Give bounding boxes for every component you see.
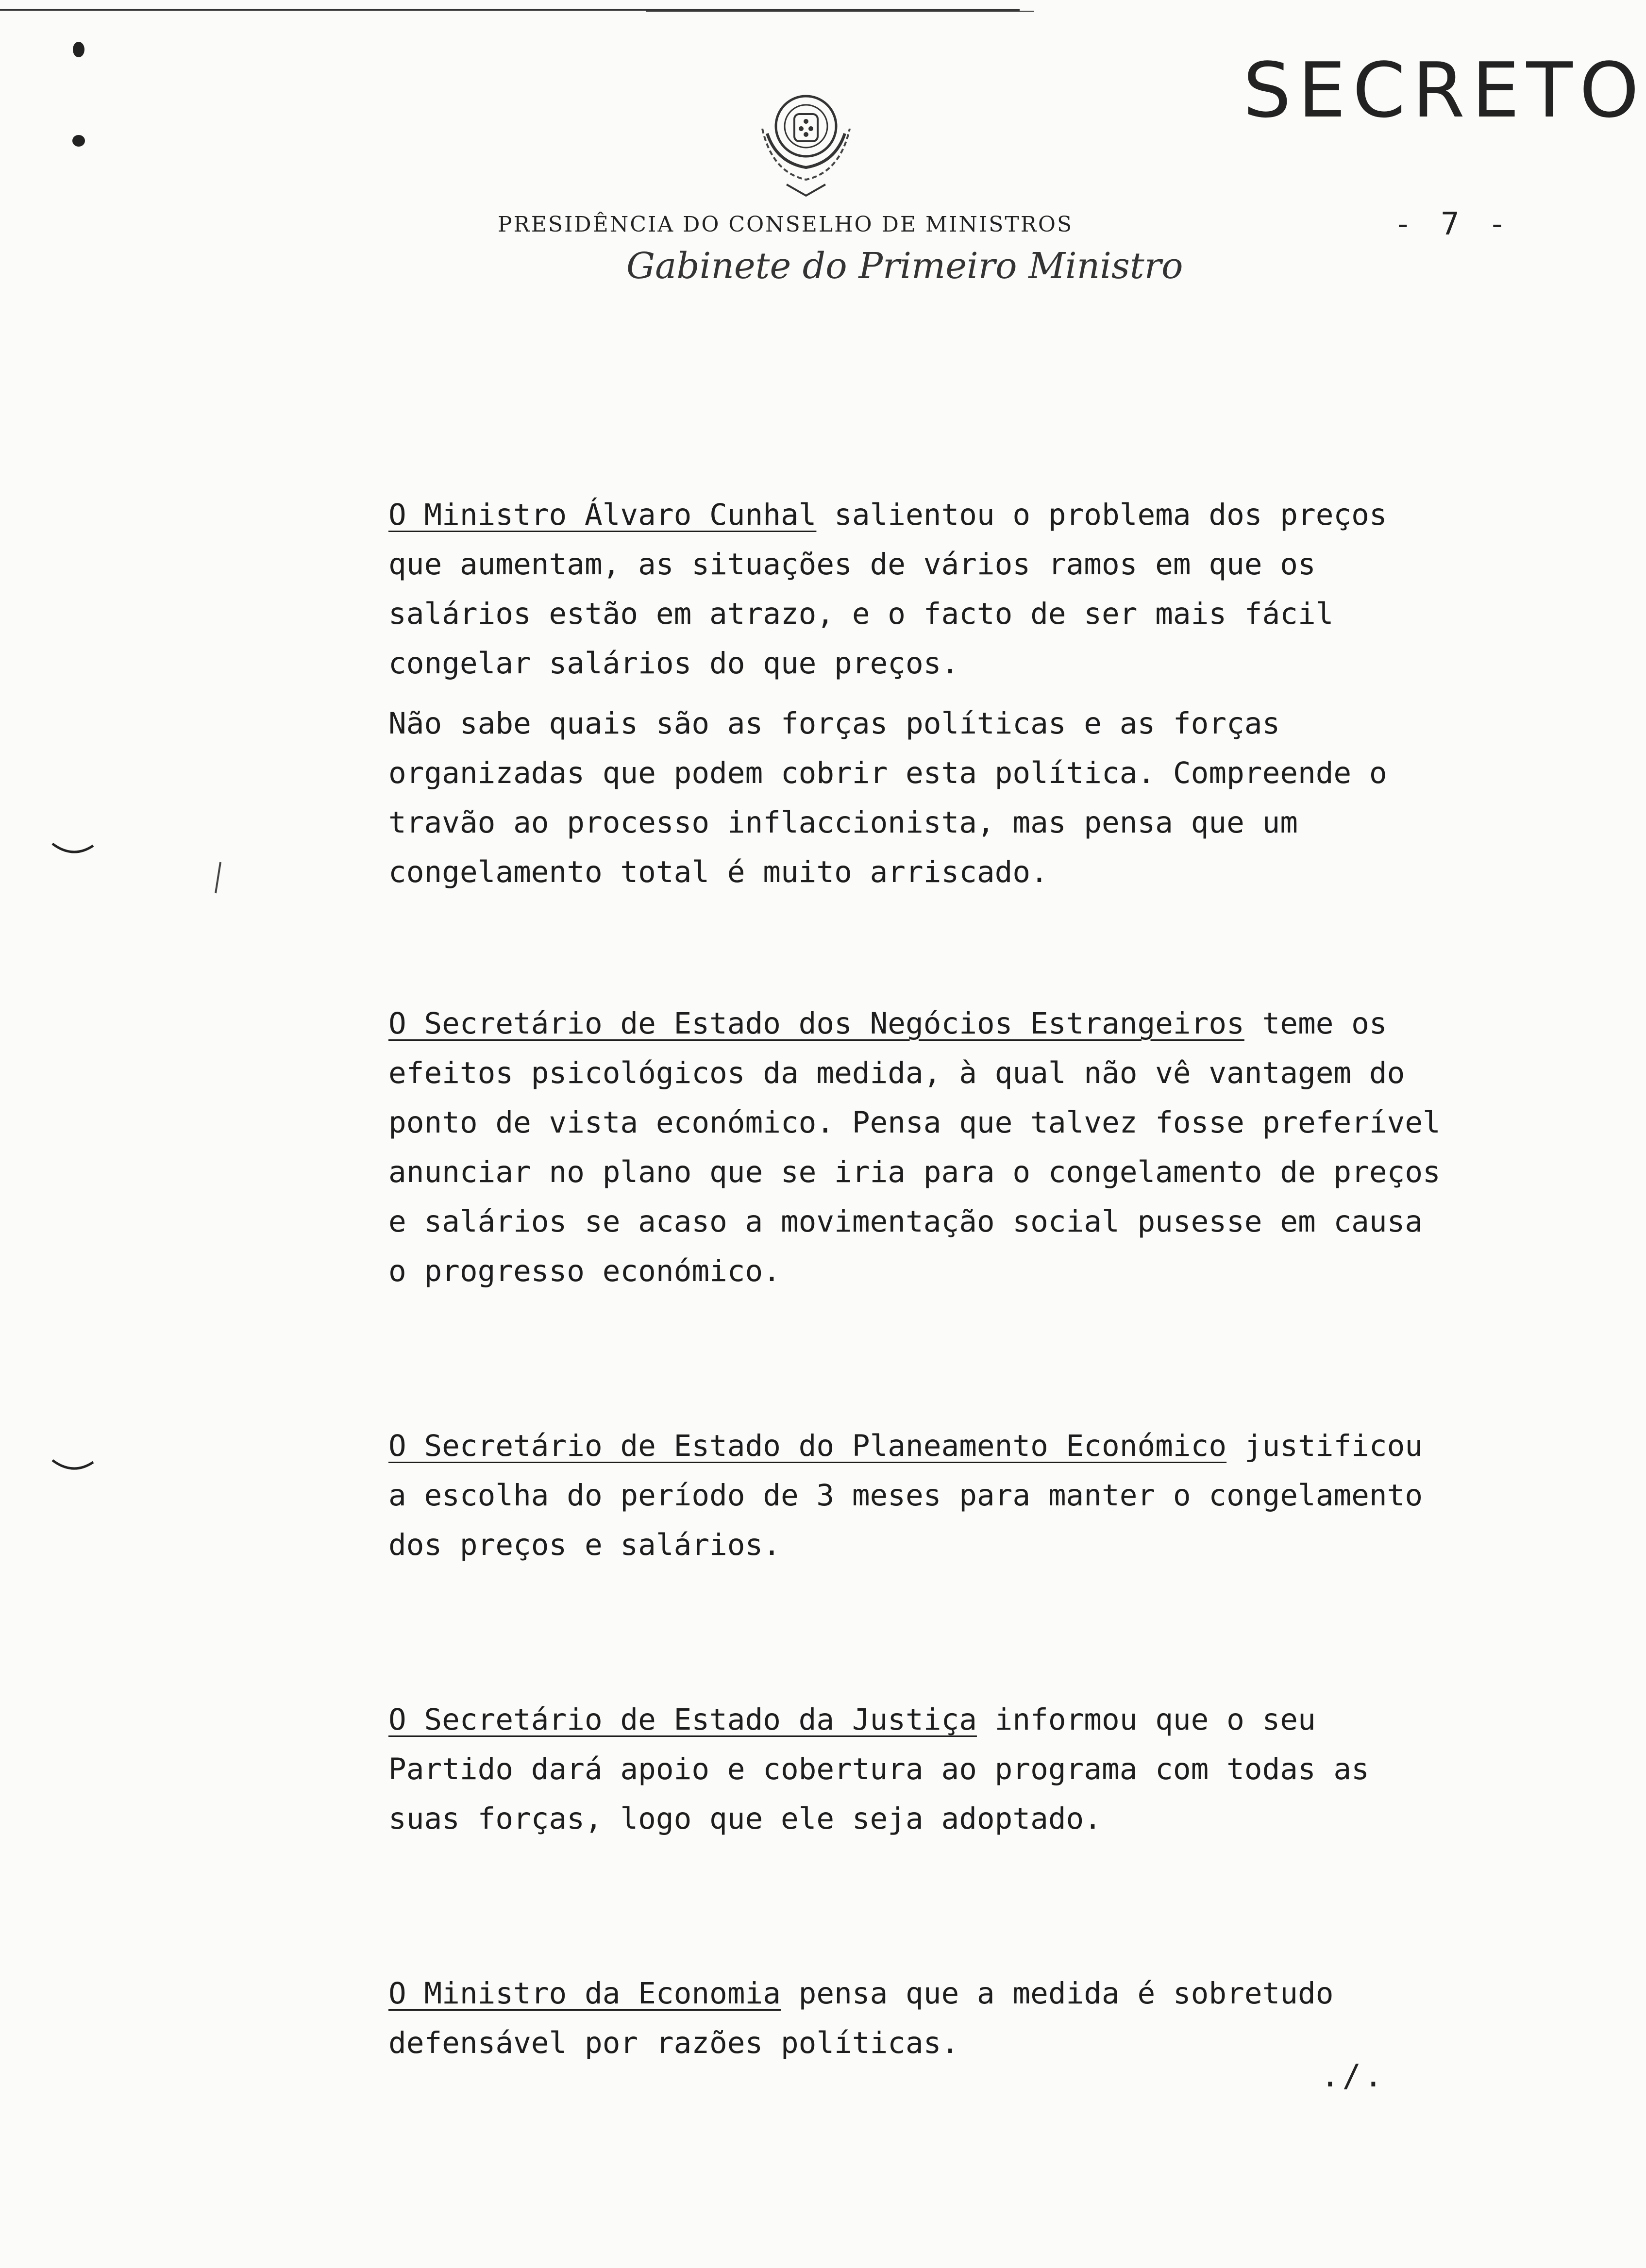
paragraph-text: Não sabe quais são as forças políticas e as forças organizadas que podem cobrir esta política. Compreende o travão ao processo inflaccionista, mas pensa que um congelamento total é muito arriscado.	[388, 706, 1387, 889]
paragraph-text: justificou a escolha do período de 3 meses para manter o congelamento dos preços e salários.	[388, 1429, 1423, 1562]
paragraph-justice	[388, 1695, 1457, 1844]
margin-tick-mark	[209, 859, 228, 898]
document-body	[388, 490, 1457, 2068]
speaker-name: O Secretário de Estado dos Negócios Estrangeiros	[388, 1006, 1244, 1041]
institution-header: PRESIDÊNCIA DO CONSELHO DE MINISTROS	[498, 212, 1074, 237]
paragraph-economy	[388, 1969, 1457, 2068]
continuation-mark: ./.	[1321, 2058, 1386, 2094]
coat-of-arms-emblem	[733, 80, 879, 201]
speaker-name: O Secretário de Estado da Justiça	[388, 1702, 977, 1737]
secret-stamp: SECRETO	[1243, 46, 1646, 134]
margin-marks	[68, 39, 97, 155]
paragraph-text: informou que o seu Partido dará apoio e cobertura ao programa com todas as suas forças, logo que ele seja adoptado.	[388, 1702, 1369, 1836]
office-subheader: Gabinete do Primeiro Ministro	[626, 245, 1183, 287]
margin-curve-mark	[49, 1451, 97, 1481]
margin-curve-mark	[49, 835, 97, 864]
paragraph-cunhal	[388, 490, 1457, 688]
paragraph-text: pensa que a medida é sobretudo defensável por razões políticas.	[388, 1976, 1334, 2060]
paragraph-text: teme os efeitos psicológicos da medida, à qual não vê vantagem do ponto de vista económico. Pensa que talvez fosse preferível anunciar no plano que se iria para o congelamento de preços e salários se acaso a movimentação social pusesse em causa o progresso económico.	[388, 1006, 1441, 1288]
speaker-name: O Ministro da Economia	[388, 1976, 781, 2011]
top-rule-secondary	[646, 11, 1034, 12]
speaker-name: O Secretário de Estado do Planeamento Económico	[388, 1429, 1227, 1463]
paragraph-text: salientou o problema dos preços que aumentam, as situações de vários ramos em que os salários estão em atrazo, e o facto de ser mais fácil congelar salários do que preços.	[388, 498, 1387, 681]
paragraph-economic-planning	[388, 1421, 1457, 1570]
page-number: - 7 -	[1394, 206, 1512, 242]
paragraph-foreign-affairs	[388, 999, 1457, 1296]
paragraph-cunhal-continued	[388, 699, 1457, 897]
speaker-name: O Ministro Álvaro Cunhal	[388, 498, 817, 532]
